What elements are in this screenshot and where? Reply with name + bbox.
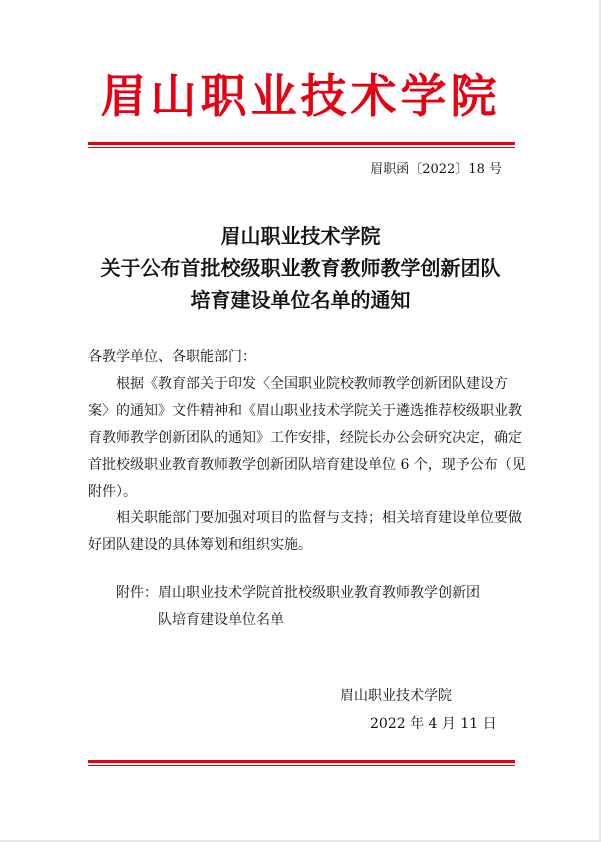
title-line-3: 培育建设单位名单的通知: [190, 288, 411, 312]
signature-date: 2022 年 4 月 11 日: [370, 716, 497, 732]
header-org-title: 眉山职业技术学院: [100, 69, 501, 123]
signature-org: 眉山职业技术学院: [340, 688, 452, 704]
title-line-2: 关于公布首批校级职业教育教师教学创新团队: [100, 256, 501, 280]
document-number: 眉职函〔2022〕18 号: [370, 162, 502, 177]
document-title: [0, 220, 601, 316]
attachment-note: [88, 580, 528, 634]
header-divider: [88, 142, 515, 148]
body-paragraph-1: 根据《教育部关于印发〈全国职业院校教师教学创新团队建设方案〉的通知》文件精神和《眉山职业技术学院关于遴选推荐校级职业教育教师教学创新团队的通知》工作安排，经院长办公会研究决定，确定首批校级职业教育教师教学创新团队培育建设单位 6 个，现予公布（见附件）。: [88, 376, 526, 500]
footer-divider: [88, 760, 515, 766]
attachment-line-1: 附件：眉山职业技术学院首批校级职业教育教师教学创新团: [116, 585, 480, 601]
attachment-line-2: 队培育建设单位名单: [158, 612, 284, 628]
salutation: 各教学单位、各职能部门：: [88, 349, 256, 365]
body-paragraph-2: 相关职能部门要加强对项目的监督与支持；相关培育建设单位要做好团队建设的具体筹划和组织实施。: [88, 510, 522, 553]
title-line-1: 眉山职业技术学院: [220, 224, 381, 248]
